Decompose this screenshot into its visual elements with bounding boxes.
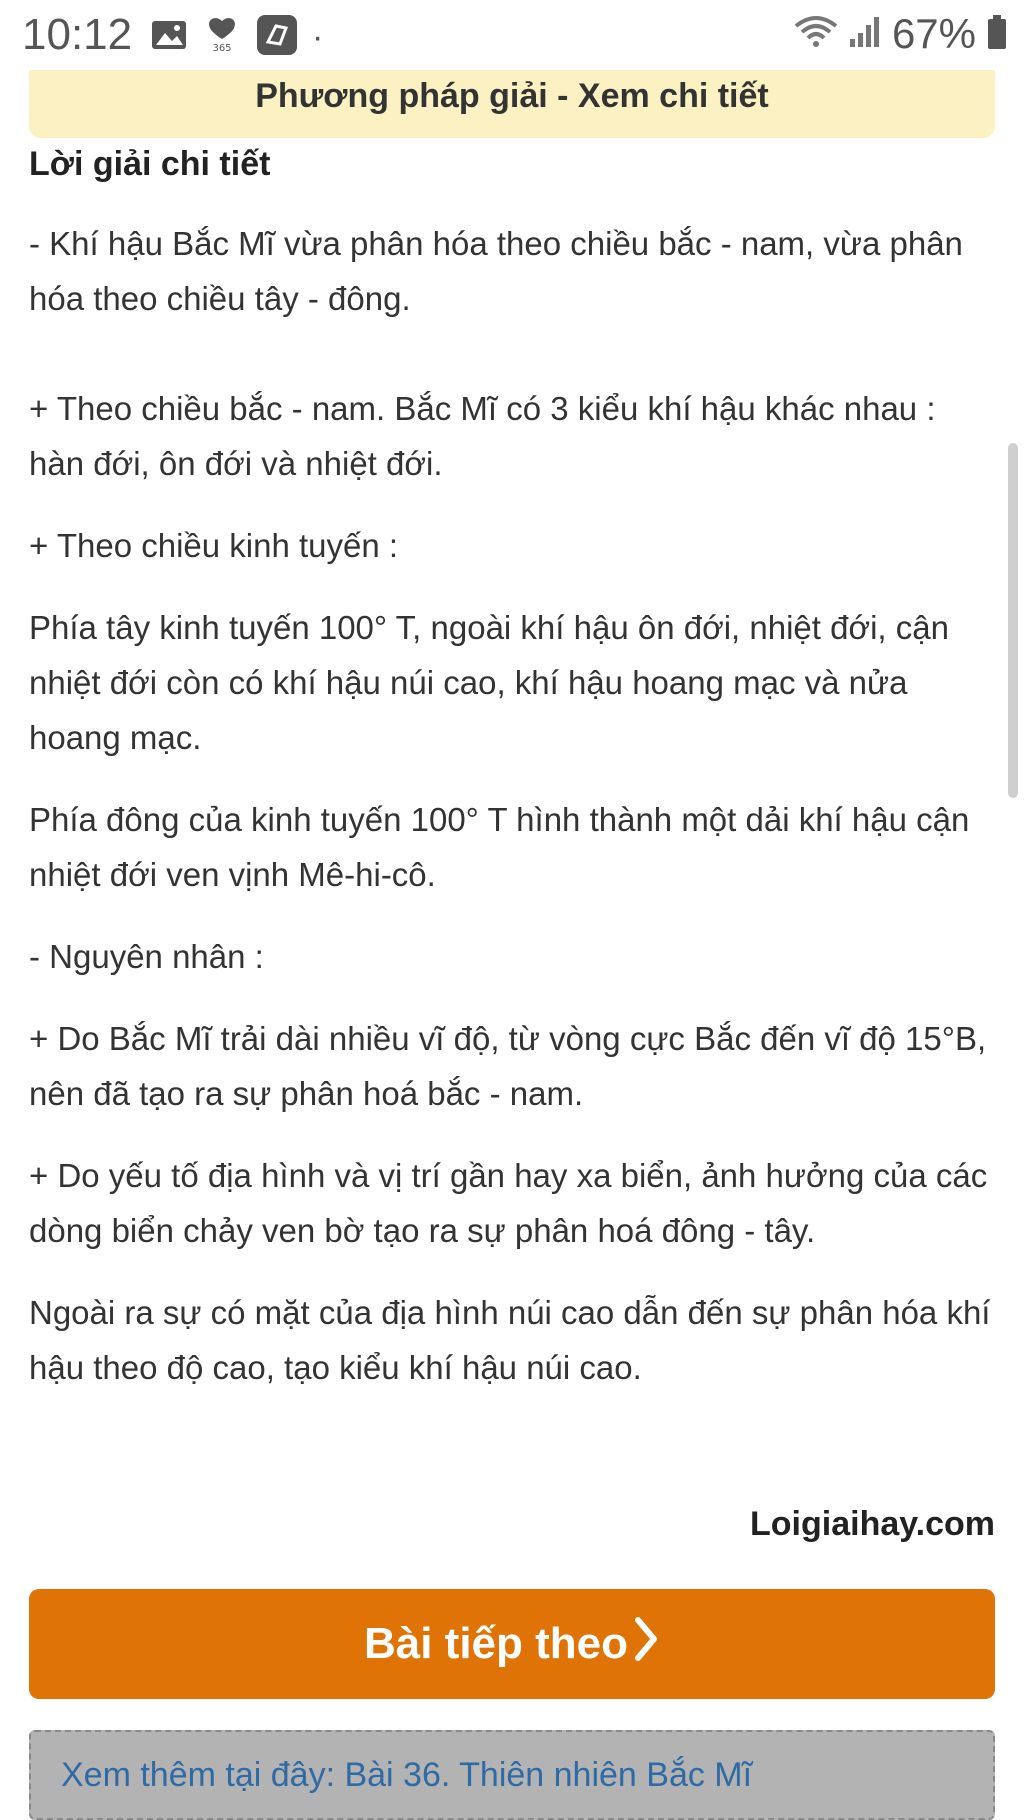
image-icon: [150, 19, 188, 56]
solution-paragraph: + Theo chiều kinh tuyến :: [29, 527, 399, 564]
wifi-icon: [794, 14, 838, 55]
solution-heading: Lời giải chi tiết: [29, 145, 271, 183]
status-time: 10:12: [22, 10, 133, 59]
app-365-icon: [202, 15, 242, 60]
solution-content: [29, 140, 995, 1395]
battery-percent: 67%: [891, 10, 976, 57]
battery-icon: [986, 14, 1008, 55]
dot-icon: ·: [312, 18, 324, 56]
solution-paragraph: + Theo chiều bắc - nam. Bắc Mĩ có 3 kiểu khí hậu khác nhau : hàn đới, ôn đới và nhiệt đới.: [29, 390, 936, 482]
signal-icon: [848, 15, 882, 54]
scrollbar-thumb[interactable]: [1008, 443, 1018, 798]
solution-paragraph: - Nguyên nhân :: [29, 938, 264, 975]
next-lesson-label: Bài tiếp theo: [363, 1619, 629, 1668]
status-bar: [0, 0, 1024, 70]
notification-icons: [150, 14, 323, 61]
app-badge-icon: [256, 14, 298, 61]
next-lesson-button[interactable]: [29, 1589, 995, 1699]
method-link[interactable]: Phương pháp giải - Xem chi tiết: [255, 77, 769, 115]
source-label: Loigiaihay.com: [750, 1505, 995, 1543]
svg-text:365: 365: [212, 43, 232, 54]
solution-paragraph: Ngoài ra sự có mặt của địa hình núi cao dẫn đến sự phân hóa khí hậu theo độ cao, tạo kiểu khí hậu núi cao.: [29, 1294, 991, 1386]
solution-paragraph: + Do yếu tố địa hình và vị trí gần hay xa biển, ảnh hưởng của các dòng biển chảy ven bờ tạo ra sự phân hoá đông - tây.: [29, 1157, 988, 1249]
solution-paragraph: Phía đông của kinh tuyến 100° T hình thành một dải khí hậu cận nhiệt đới ven vịnh Mê-hi-cô.: [29, 801, 970, 893]
solution-paragraph: Phía tây kinh tuyến 100° T, ngoài khí hậu ôn đới, nhiệt đới, cận nhiệt đới còn có khí hậu núi cao, khí hậu hoang mạc và nửa hoang mạc.: [29, 609, 949, 756]
more-link[interactable]: Xem thêm tại đây: Bài 36. Thiên nhiên Bắc Mĩ: [61, 1755, 753, 1794]
more-box[interactable]: [29, 1730, 995, 1820]
solution-paragraph: + Do Bắc Mĩ trải dài nhiều vĩ độ, từ vòng cực Bắc đến vĩ độ 15°B, nên đã tạo ra sự phân hoá bắc - nam.: [29, 1020, 987, 1112]
solution-paragraph: - Khí hậu Bắc Mĩ vừa phân hóa theo chiều bắc - nam, vừa phân hóa theo chiều tây - đông.: [29, 225, 963, 317]
chevron-right-icon: [632, 1616, 660, 1673]
system-status: [794, 10, 1008, 58]
